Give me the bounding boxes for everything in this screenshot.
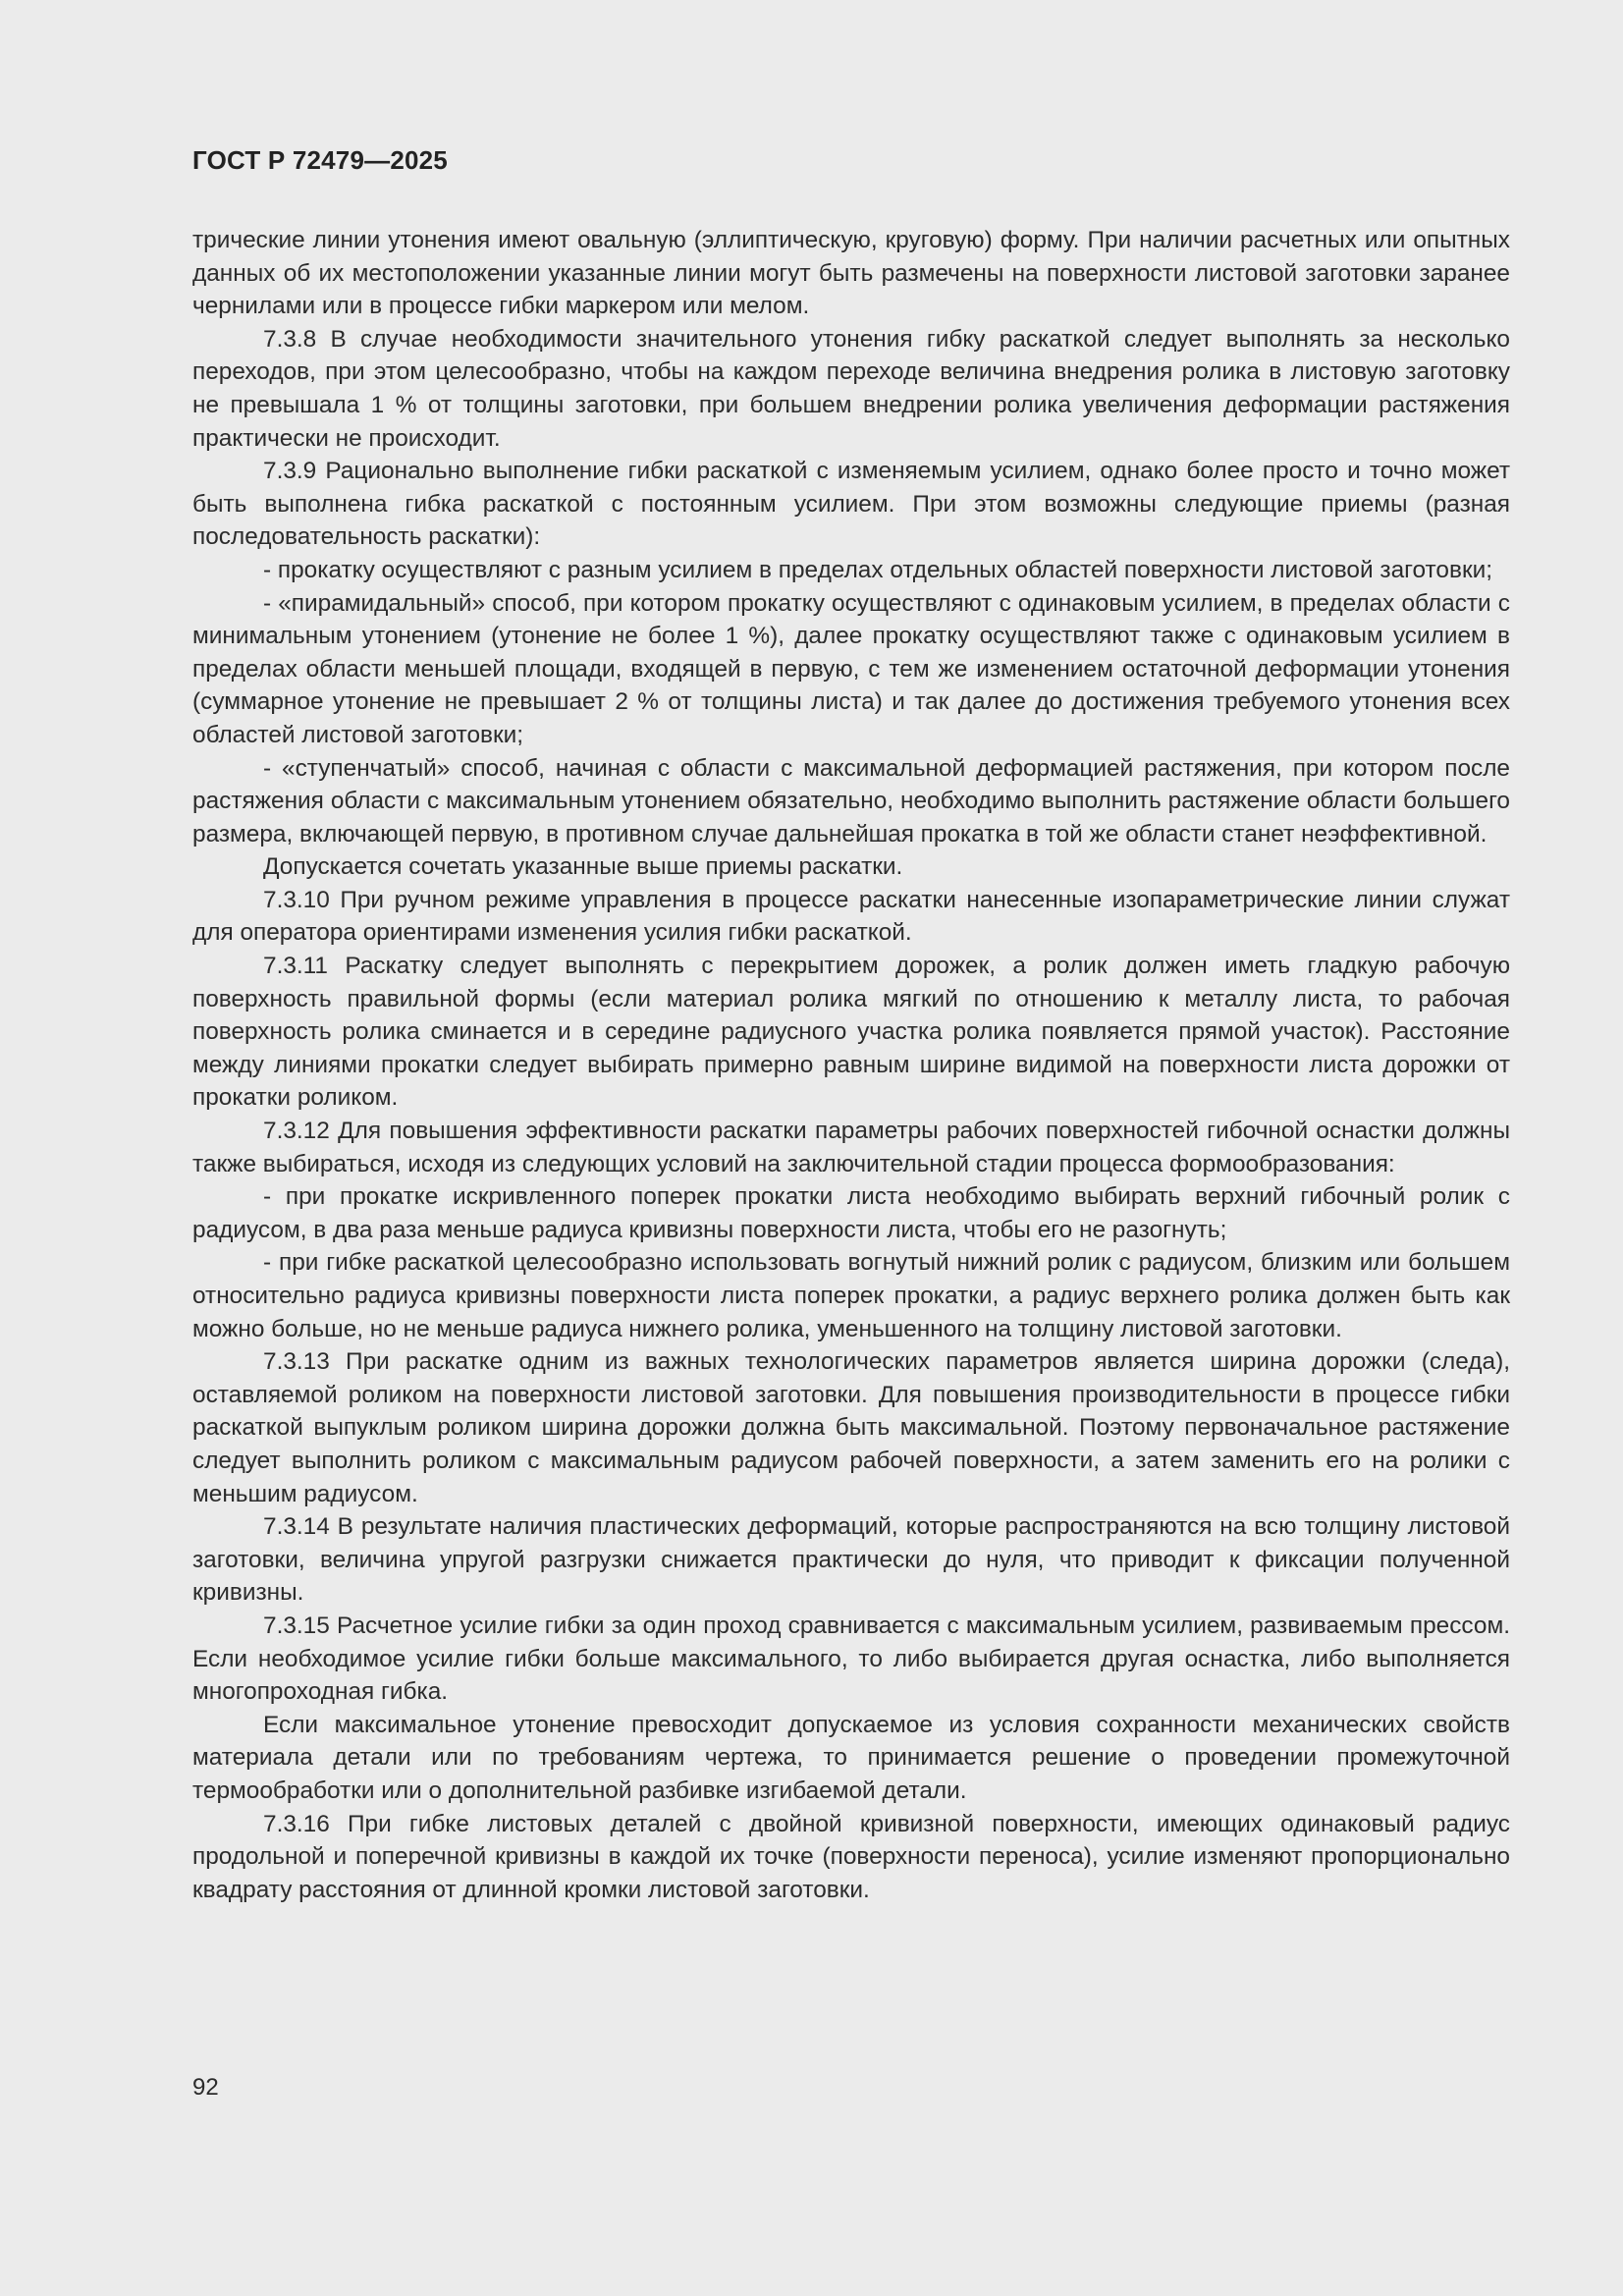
paragraph: 7.3.14 В результате наличия пластических деформаций, которые распространяются на всю толщину листовой заготовки, величина упругой разгрузки снижается практически до нуля, что приводит к фиксации полученной кривизны. bbox=[192, 1513, 1510, 1607]
paragraph: 7.3.16 При гибке листовых деталей с двойной кривизной поверхности, имеющих одинаковый радиус продольной и поперечной кривизны в каждой их точке (поверхности переноса), усилие изменяют пропорционально квадрату расстояния от длинной кромки листовой заготовки. bbox=[192, 1810, 1510, 1903]
paragraph: Если максимальное утонение превосходит допускаемое из условия сохранности механических свойств материала детали или по требованиям чертежа, то принимается решение о проведении промежуточной термообработки или о дополнительной разбивке изгибаемой детали. bbox=[192, 1711, 1510, 1804]
paragraph: 7.3.8 В случае необходимости значительного утонения гибку раскаткой следует выполнять за несколько переходов, при этом целесообразно, чтобы на каждом переходе величина внедрения ролика в листовую заготовку не превышала 1 % от толщины заготовки, при большем внедрении ролика увеличения деформации растяжения практически не происходит. bbox=[192, 325, 1510, 452]
paragraph: 7.3.12 Для повышения эффективности раскатки параметры рабочих поверхностей гибочной оснастки должны также выбираться, исходя из следующих условий на заключительной стадии процесса формообразования: bbox=[192, 1118, 1510, 1177]
paragraph: 7.3.10 При ручном режиме управления в процессе раскатки нанесенные изопараметрические линии служат для оператора ориентирами изменения усилия гибки раскаткой. bbox=[192, 886, 1510, 947]
document-header: ГОСТ Р 72479—2025 bbox=[192, 145, 448, 175]
list-item: - при гибке раскаткой целесообразно использовать вогнутый нижний ролик с радиусом, близким или большем относительно радиуса кривизны поверхности листа поперек прокатки, а радиус верхнего ролика должен быть как можно больше, но не меньше радиуса нижнего ролика, уменьшенного на толщину листовой заготовки. bbox=[192, 1249, 1510, 1342]
paragraph: 7.3.11 Раскатку следует выполнять с перекрытием дорожек, а ролик должен иметь гладкую рабочую поверхность правильной формы (если материал ролика мягкий по отношению к металлу листа, то рабочая поверхность ролика сминается и в середине радиусного участка ролика появляется прямой участок). Расстояние между линиями прокатки следует выбирать примерно равным ширине видимой на поверхности листа дорожки от прокатки роликом. bbox=[192, 953, 1510, 1112]
paragraph: 7.3.9 Рационально выполнение гибки раскаткой с изменяемым усилием, однако более просто и точно может быть выполнена гибка раскаткой с постоянным усилием. При этом возможны следующие приемы (разная последовательность раскатки): bbox=[192, 458, 1510, 551]
paragraph: 7.3.15 Расчетное усилие гибки за один проход сравнивается с максимальным усилием, развиваемым прессом. Если необходимое усилие гибки больше максимального, то либо выбирается другая оснастка, либо выполняется многопроходная гибка. bbox=[192, 1612, 1510, 1706]
list-item: - прокатку осуществляют с разным усилием в пределах отдельных областей поверхности листовой заготовки; bbox=[263, 556, 1493, 583]
document-body bbox=[192, 224, 1510, 1906]
page-number: 92 bbox=[192, 2074, 219, 2101]
list-item: - «пирамидальный» способ, при котором прокатку осуществляют с одинаковым усилием, в пределах области с минимальным утонением (утонение не более 1 %), далее прокатку осуществляют также с одинаковым усилием в пределах области меньшей площади, входящей в первую, с тем же изменением остаточной деформации утонения (суммарное утонение не превышает 2 % от толщины листа) и так далее до достижения требуемого утонения всех областей листовой заготовки; bbox=[192, 589, 1510, 748]
list-item: - при прокатке искривленного поперек прокатки листа необходимо выбирать верхний гибочный ролик с радиусом, в два раза меньше радиуса кривизны поверхности листа, чтобы его не разогнуть; bbox=[192, 1183, 1510, 1243]
paragraph: трические линии утонения имеют овальную (эллиптическую, круговую) форму. При наличии расчетных или опытных данных об их местоположении указанные линии могут быть размечены на поверхности листовой заготовки заранее чернилами или в процессе гибки маркером или мелом. bbox=[192, 227, 1510, 320]
list-item: - «ступенчатый» способ, начиная с области с максимальной деформацией растяжения, при котором после растяжения области с максимальным утонением обязательно, необходимо выполнить растяжение области большего размера, включающей первую, в противном случае дальнейшая прокатка в той же области станет неэффективной. bbox=[192, 754, 1510, 847]
paragraph: 7.3.13 При раскатке одним из важных технологических параметров является ширина дорожки (следа), оставляемой роликом на поверхности листовой заготовки. Для повышения производительности в процессе гибки раскаткой выпуклым роликом ширина дорожки должна быть максимальной. Поэтому первоначальное растяжение следует выполнить роликом с максимальным радиусом рабочей поверхности, а затем заменить его на ролики с меньшим радиусом. bbox=[192, 1348, 1510, 1507]
paragraph: Допускается сочетать указанные выше приемы раскатки. bbox=[263, 853, 903, 881]
